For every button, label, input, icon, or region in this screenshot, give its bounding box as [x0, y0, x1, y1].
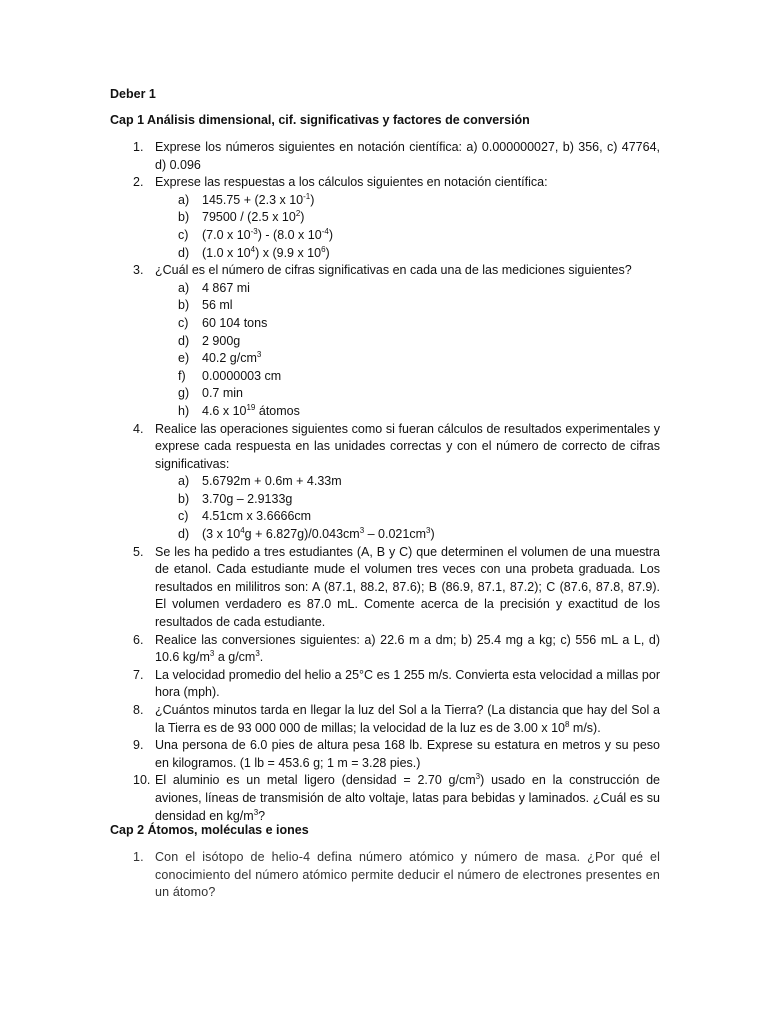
chapter-1-heading: Cap 1 Análisis dimensional, cif. significativas y factores de conversión — [110, 113, 530, 127]
chapter-2-questions — [110, 849, 660, 902]
question-4-item-d: d) (3 x $10^4g + 6.827g)/0.043cm^3 - 0.021cm^3$) — [178, 525, 435, 542]
question-2-item-a: a) 145.75 + (2.3 x $10^{-1}$) — [178, 191, 315, 207]
question-3-item: e) 40.2 $g/cm^3$ — [178, 349, 262, 366]
chapter-2-question-1: 1. Con el isótopo de helio-4 defina número atómico y número de masa. ¿Por qué el conocimiento del número atómico permite deducir el número de electrones presentes en un átomo? — [133, 850, 660, 900]
question-2-item-d: d) (1.0 x $10^4$) x (9.9 x $10^6$) — [178, 244, 330, 260]
question-5: 5. Se les ha pedido a tres estudiantes (A, B y C) que determinen el volumen de una muestra de etanol. Cada estudiante mude el volumen tres veces con una probeta graduada. Los resultados en mililitros son: A (87.1, 88.2, 87.6); B (86.9, 87.1, 87.2); C (87.6, 87.8, 87.9). El volumen verdadero es 87.0 mL. Comente acerca de la precisión y exactitud de los resultados de cada estudiante. — [133, 544, 660, 630]
question-3-item: g) 0.7 min — [178, 386, 243, 401]
question-2-item-b: b) 79500 / (2.5 x $10^2$) — [178, 209, 305, 225]
question-4-item-c: c) 4.51cm x 3.6666cm — [178, 509, 312, 524]
question-4: 4. Realice las operaciones siguientes como si fueran cálculos de resultados experimentales y exprese cada respuesta en las unidades correctas y con el número de correcto de cifras significativas: — [133, 421, 660, 471]
question-2: 2. Exprese las respuestas a los cálculos siguientes en notación científica: — [133, 175, 548, 190]
question-9: 9. Una persona de 6.0 pies de altura pesa 168 lb. Exprese su estatura en metros y su peso en kilogramos. (1 lb = 453.6 g; 1 m = 3.28 pies.) — [133, 738, 660, 770]
question-8: 8. ¿Cuántos minutos tarda en llegar la luz del Sol a la Tierra? (La distancia que hay del Sol a la Tierra es de 93 000 000 de millas; la velocidad de la luz es de 3.00 x $10^8$ m/s). — [133, 703, 660, 735]
question-3-item: a) 4 867 mi — [178, 280, 250, 295]
question-6: 6. Realice las conversiones siguientes: a) 22.6 m a dm; b) 25.4 mg a kg; c) 556 mL a L, d) 10.6 $kg/m^3$ a $g/cm^3$. — [133, 632, 660, 665]
question-10: 10. El aluminio es un metal ligero (densidad = 2.70 $g/cm^3$) usado en la construcción de aviones, líneas de transmisión de alto voltaje, latas para bebidas y laminados. ¿Cuál es su densidad en $kg/m^3$? — [133, 772, 660, 823]
question-3-item: h) 4.6 x $10^{19}$ átomos — [178, 402, 300, 418]
question-2-item-c: c) (7.0 x $10^{-3}) - (8.0$ x $10^{-4}$) — [178, 226, 333, 242]
chapter-2-heading: Cap 2 Átomos, moléculas e iones — [110, 823, 309, 837]
question-4-item-a: a) 5.6792m + 0.6m + 4.33m — [178, 474, 342, 489]
chapter-1-questions — [110, 139, 660, 825]
question-3-item: b) 56 ml — [178, 298, 233, 313]
question-4-item-b: b) 3.70g – 2.9133g — [178, 491, 293, 506]
question-1: 1. Exprese los números siguientes en notación científica: a) 0.000000027, b) 356, c) 47764, d) 0.096 — [133, 140, 660, 172]
question-3-item: d) 2 900g — [178, 333, 241, 348]
document-title: Deber 1 — [110, 87, 156, 101]
question-3: 3. ¿Cuál es el número de cifras significativas en cada una de las mediciones siguientes? — [133, 263, 632, 278]
question-7: 7. La velocidad promedio del helio a 25°C es 1 255 m/s. Convierta esta velocidad a millas por hora (mph). — [133, 667, 660, 700]
question-3-item: c) 60 104 tons — [178, 315, 268, 330]
question-3-item: f) 0.0000003 cm — [178, 368, 282, 383]
